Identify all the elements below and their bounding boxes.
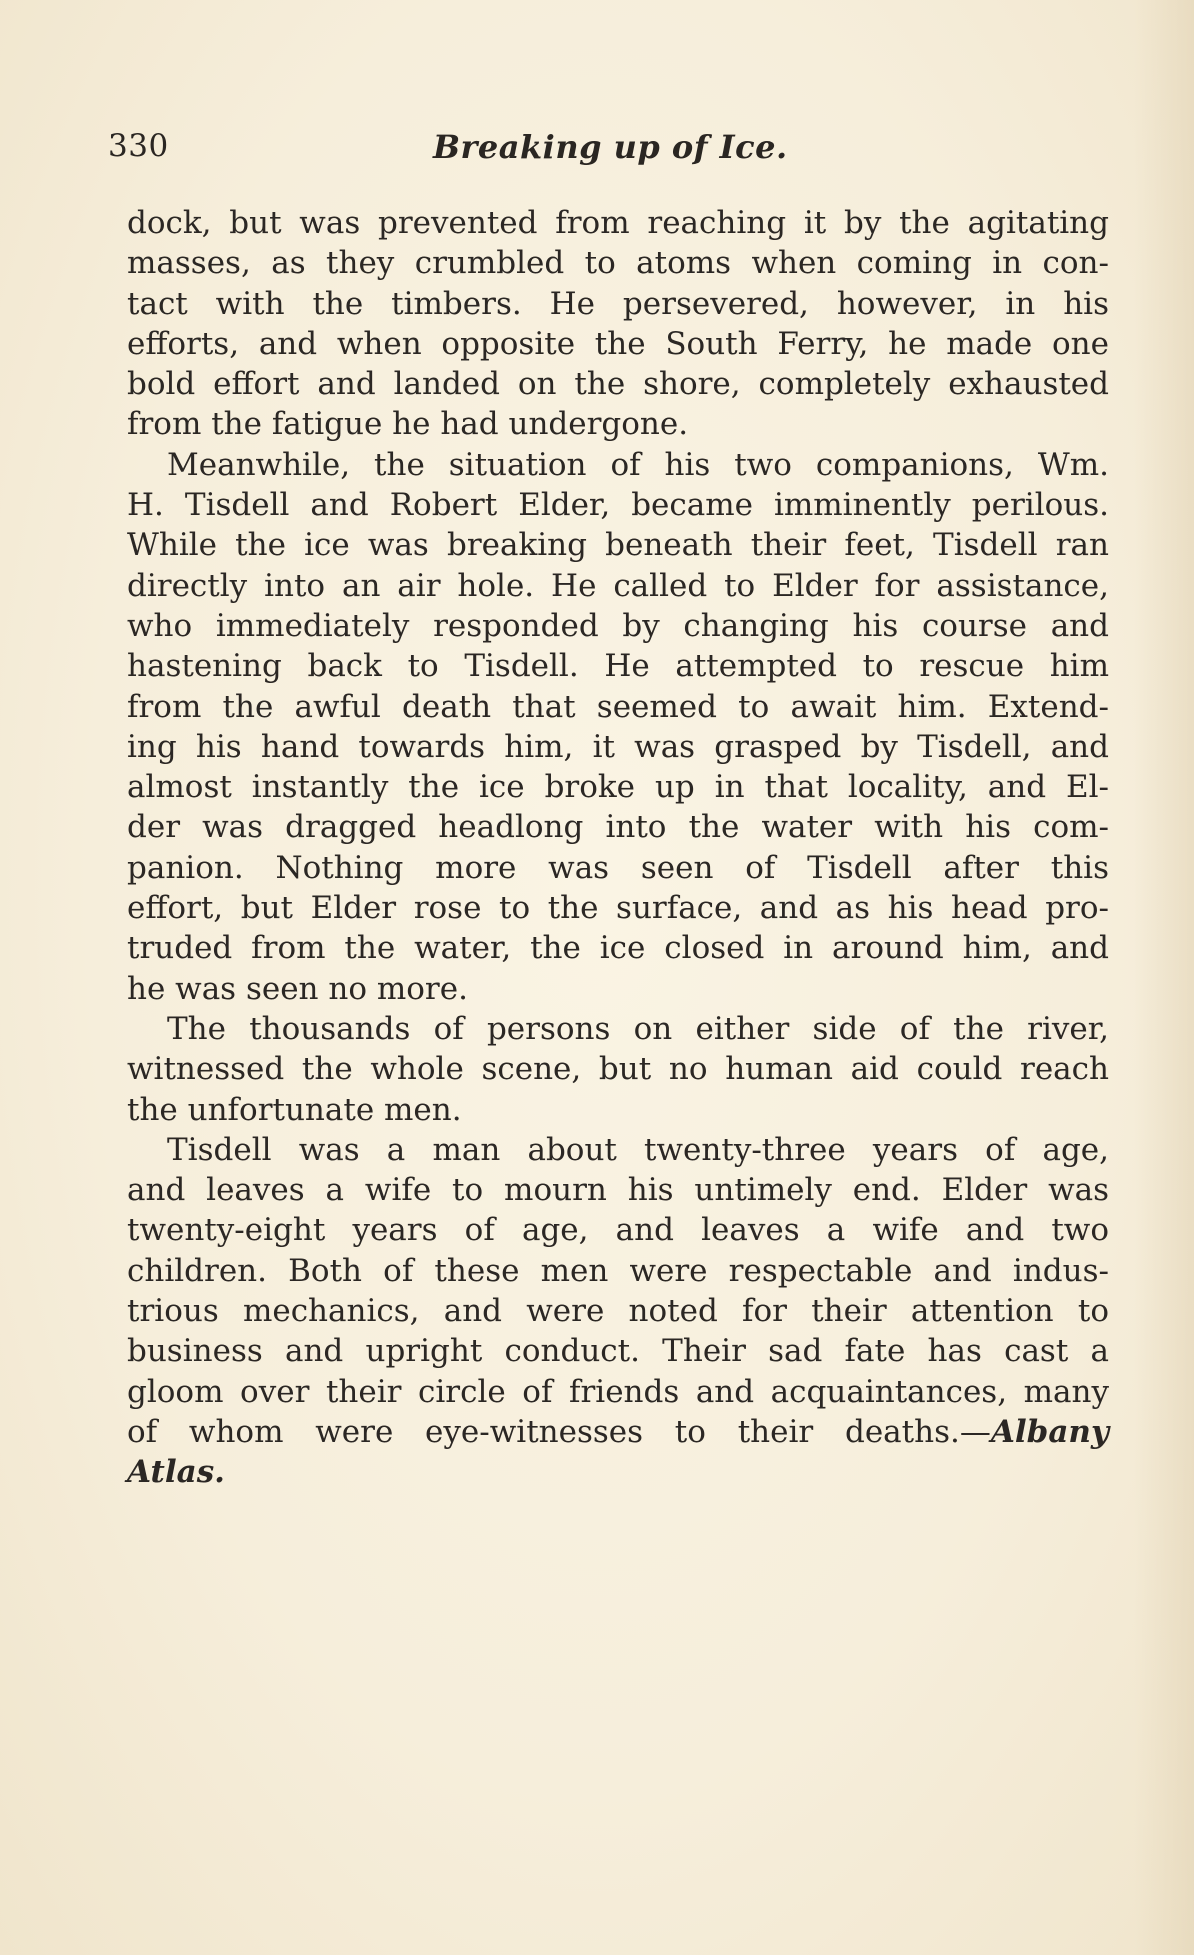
text-line: masses, as they crumbled to atoms when coming in con- bbox=[127, 245, 1109, 282]
text-line: the unfortunate men. bbox=[127, 1091, 462, 1128]
text-line: tact with the timbers. He persevered, however, in his bbox=[127, 285, 1109, 322]
text-line: from the awful death that seemed to await him. Extend- bbox=[127, 688, 1109, 725]
text-line-segment: of whom were eye-witnesses to their deaths.— bbox=[127, 1413, 991, 1450]
text-line: ing his hand towards him, it was grasped by Tisdell, and bbox=[127, 728, 1109, 765]
text-line: trious mechanics, and were noted for their attention to bbox=[127, 1293, 1109, 1330]
text-line: bold effort and landed on the shore, completely exhausted bbox=[127, 366, 1109, 403]
body-text bbox=[127, 203, 1109, 1493]
text-line: he was seen no more. bbox=[127, 970, 468, 1007]
running-head: Breaking up of Ice. bbox=[433, 128, 788, 166]
text-line: der was dragged headlong into the water with his com- bbox=[127, 809, 1109, 846]
text-line: directly into an air hole. He called to Elder for assistance, bbox=[127, 567, 1109, 604]
text-line: panion. Nothing more was seen of Tisdell after this bbox=[127, 849, 1109, 886]
page-number: 330 bbox=[108, 128, 169, 164]
text-line: The thousands of persons on either side of the river, bbox=[167, 1010, 1109, 1047]
text-line: from the fatigue he had undergone. bbox=[127, 406, 689, 443]
text-line: who immediately responded by changing his course and bbox=[127, 607, 1109, 644]
text-line: Meanwhile, the situation of his two companions, Wm. bbox=[167, 446, 1109, 483]
text-line: and leaves a wife to mourn his untimely end. Elder was bbox=[127, 1172, 1109, 1209]
text-line: children. Both of these men were respectable and indus- bbox=[127, 1252, 1109, 1289]
source-attribution-continued: Atlas. bbox=[127, 1454, 225, 1491]
text-line: twenty-eight years of age, and leaves a wife and two bbox=[127, 1212, 1109, 1249]
page-edge-shadow bbox=[1134, 0, 1194, 1955]
text-line: dock, but was prevented from reaching it by the agitating bbox=[127, 205, 1109, 241]
text-line-with-source bbox=[127, 1412, 1109, 1452]
text-line: witnessed the whole scene, but no human aid could reach bbox=[127, 1051, 1109, 1088]
text-line: almost instantly the ice broke up in that locality, and El- bbox=[127, 769, 1109, 806]
text-line: Tisdell was a man about twenty-three years of age, bbox=[167, 1131, 1109, 1168]
text-line: efforts, and when opposite the South Ferry, he made one bbox=[127, 325, 1109, 362]
text-line: hastening back to Tisdell. He attempted to rescue him bbox=[127, 648, 1109, 685]
source-attribution: Albany bbox=[990, 1413, 1109, 1450]
text-line: truded from the water, the ice closed in around him, and bbox=[127, 930, 1109, 967]
text-line: effort, but Elder rose to the surface, and as his head pro- bbox=[127, 890, 1109, 927]
page-header bbox=[108, 128, 1110, 172]
text-line: H. Tisdell and Robert Elder, became imminently perilous. bbox=[127, 487, 1109, 524]
text-line: business and upright conduct. Their sad fate has cast a bbox=[127, 1333, 1109, 1370]
text-line: While the ice was breaking beneath their feet, Tisdell ran bbox=[127, 527, 1109, 564]
text-line: gloom over their circle of friends and acquaintances, many bbox=[127, 1373, 1109, 1410]
